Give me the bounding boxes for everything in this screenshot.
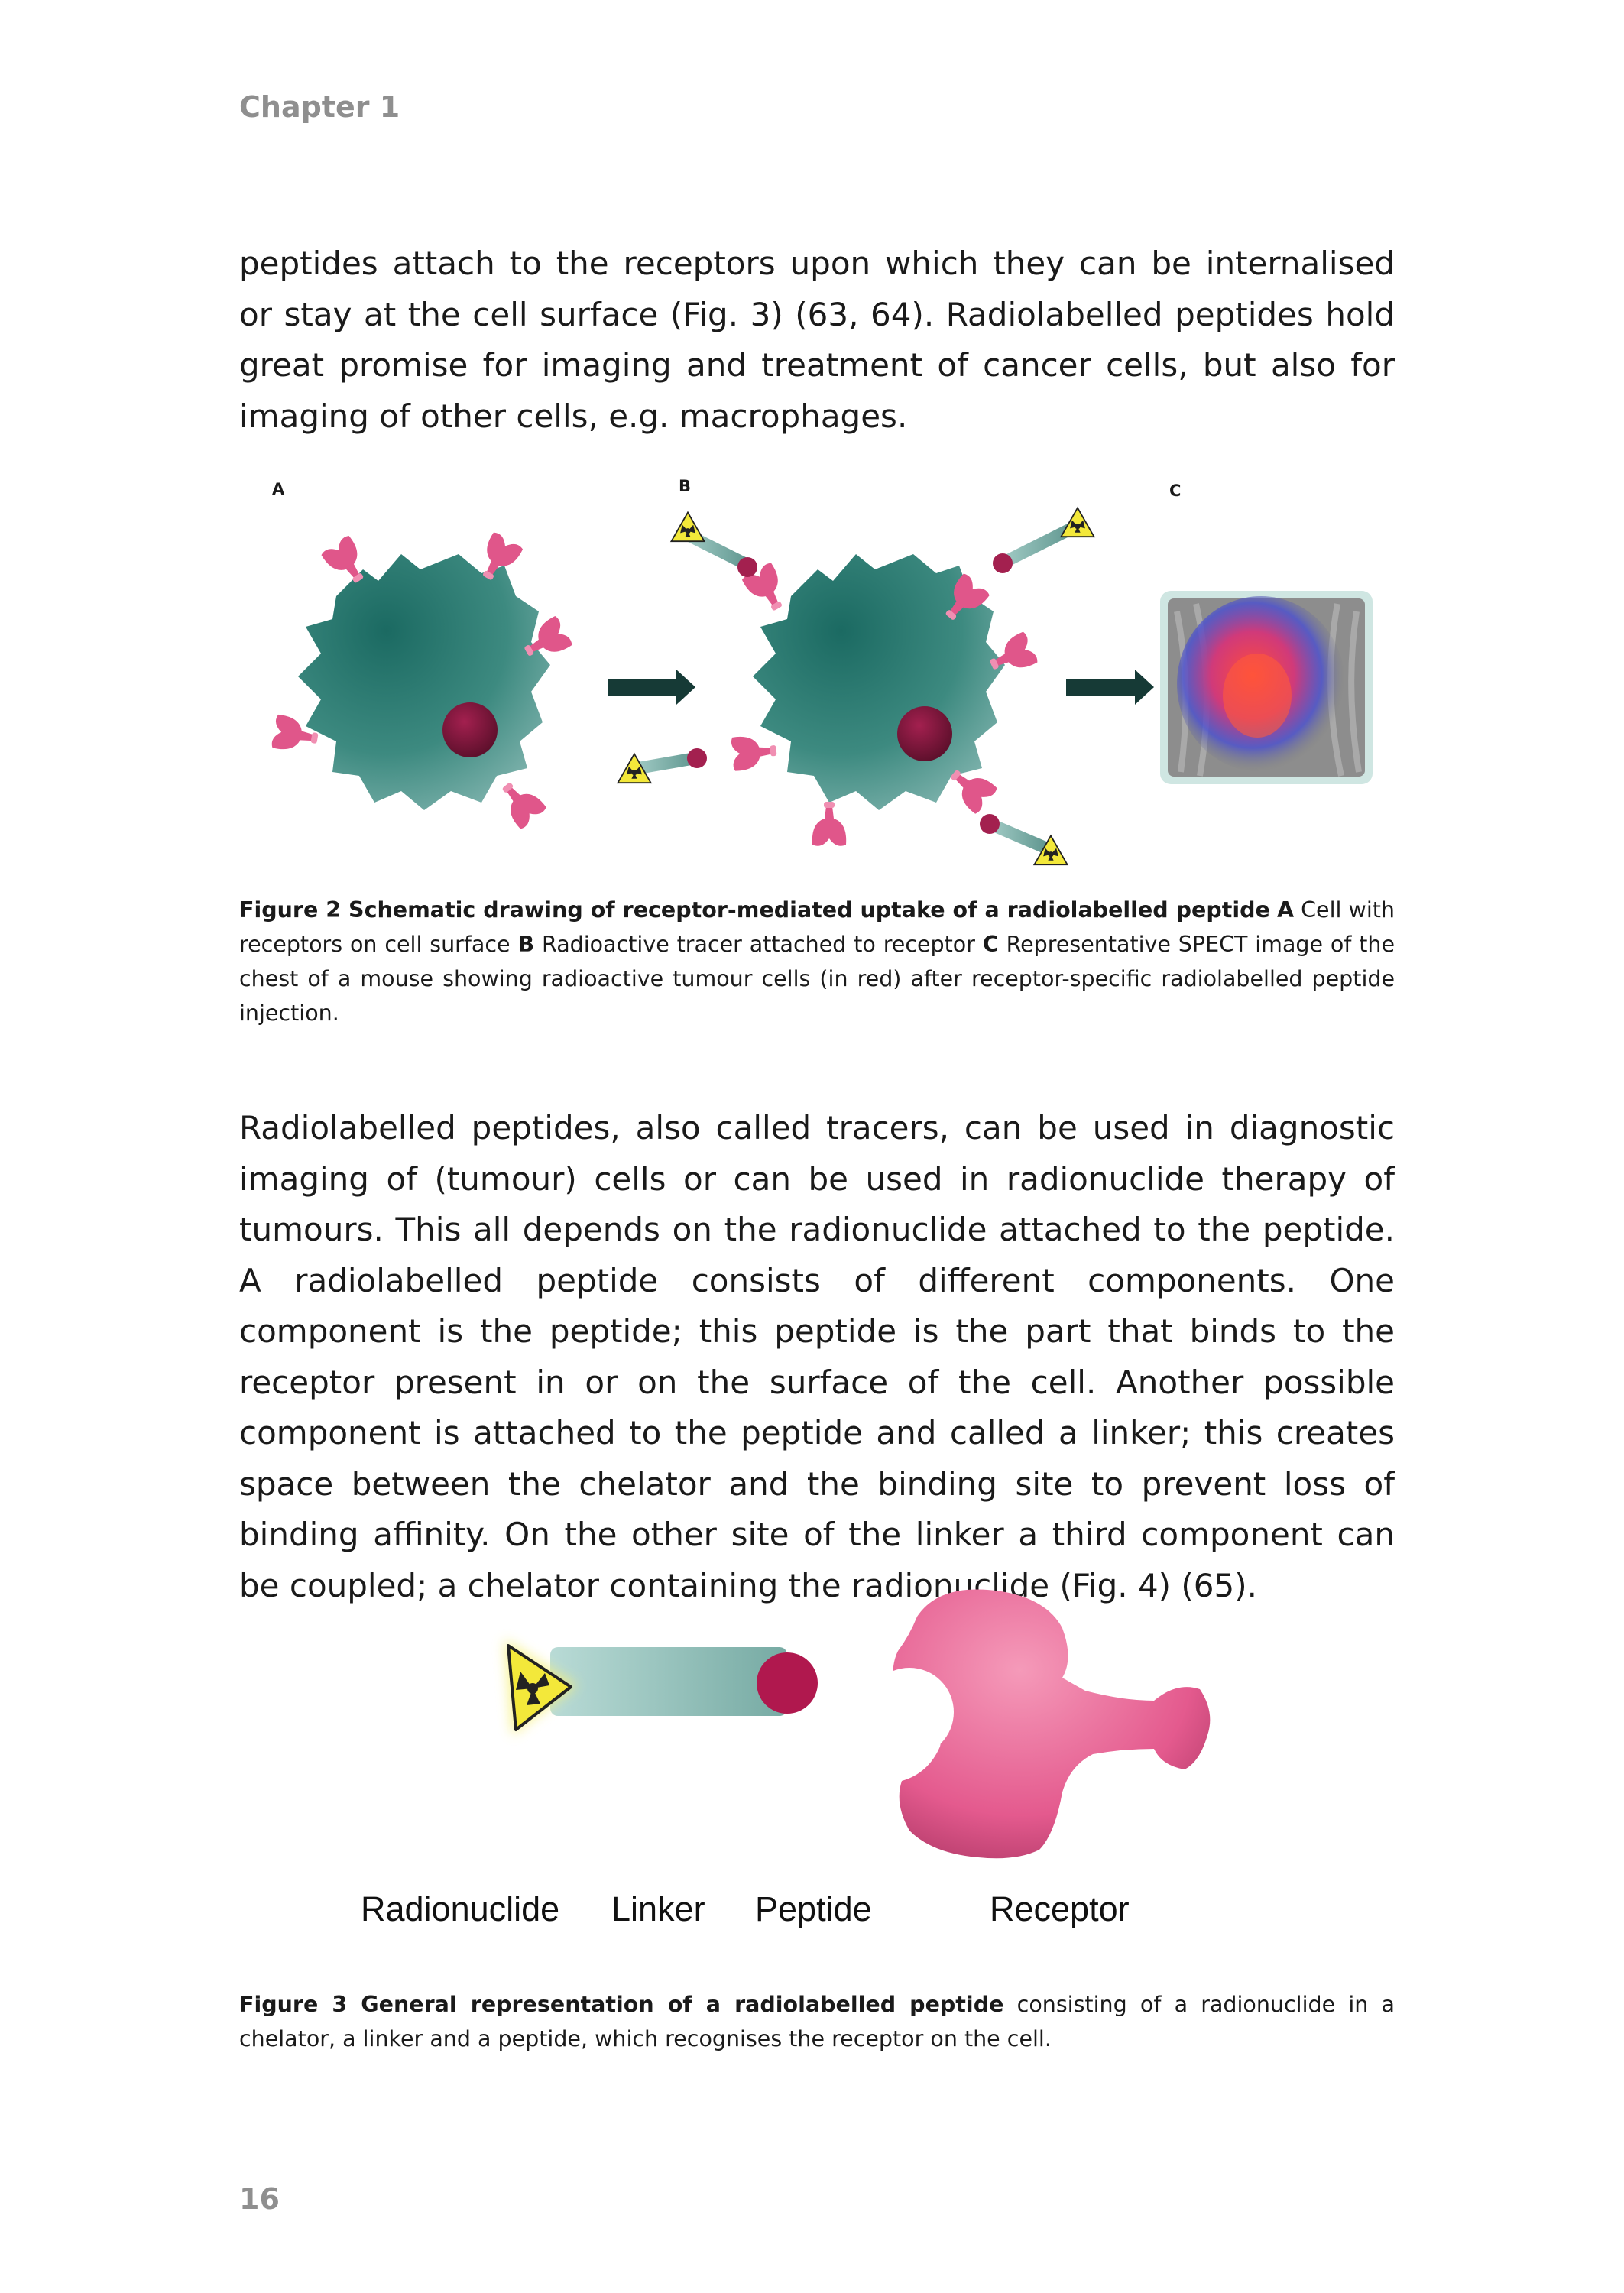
tracer-b4 [980, 814, 1068, 864]
caption-text-b: Radioactive tracer attached to receptor [534, 932, 983, 957]
tracer-b2 [993, 508, 1094, 573]
receptor-binding-pocket [865, 1668, 954, 1756]
panel-label-a: A [272, 480, 285, 498]
receptor-b5 [812, 802, 846, 846]
label-receptor: Receptor [990, 1889, 1130, 1928]
label-radionuclide: Radionuclide [361, 1889, 560, 1928]
caption-label-b: B [517, 932, 535, 957]
paragraph-2: Radiolabelled peptides, also called tracers, can be used in diagnostic imaging of (tumour) cells or can be used in radionuclide therapy of tumours. This all depends on the radionuclide attached to the peptide. A radiolabelled peptide consists of different components. One component is the peptide; this peptide is the part that binds to the receptor present in or on the surface of the cell. Another possible component is attached to the peptide and called a linker; this creates space between the chelator and the binding site to prevent loss of binding affinity. On the other site of the linker a third component can be coupled; a chelator containing the radionuclide (Fig. 4) (65). [239, 1109, 1395, 1604]
panel-label-c: C [1169, 482, 1182, 500]
receptor-b4 [731, 734, 777, 771]
label-linker: Linker [611, 1889, 705, 1928]
arrow-1 [608, 670, 695, 705]
figure-2-caption [239, 893, 1395, 1030]
tracer-b3 [618, 748, 707, 783]
figure-2-illustration [229, 489, 1410, 887]
chapter-header: Chapter 1 [239, 90, 400, 124]
figure-3-caption [239, 1987, 1395, 2056]
caption-text-a: Cell with receptors on cell surface [239, 897, 1395, 957]
page-number: 16 [239, 2182, 280, 2216]
spect-image [1160, 591, 1373, 784]
receptor-a5 [493, 774, 547, 830]
caption-label-a: A [1277, 897, 1295, 923]
panel-label-b: B [679, 477, 692, 495]
paragraph-1: peptides attach to the receptors upon which they can be internalised or stay at the cell surface (Fig. 3) (63, 64). Radiolabelled peptides hold great promise for imaging and treatment of cancer cells, but also for imaging of other cells, e.g. macrophages. [239, 245, 1395, 435]
nucleus-a [442, 702, 498, 757]
figure-2-caption-title: Figure 2 Schematic drawing of receptor-mediated uptake of a radiolabelled peptide [239, 897, 1270, 923]
nucleus-b [897, 706, 952, 761]
cell-a [298, 554, 550, 810]
label-peptide: Peptide [755, 1889, 872, 1928]
caption-text-c: Representative SPECT image of the chest of a mouse showing radioactive tumour cells (in red) after receptor-specific radiolabelled peptide injection. [239, 932, 1395, 1026]
peptide-circle [757, 1652, 818, 1714]
caption-label-c: C [982, 932, 999, 957]
tracer-b1 [671, 512, 757, 577]
linker-bar [550, 1647, 787, 1716]
arrow-2 [1066, 670, 1154, 705]
figure-3-caption-text: consisting of a radionuclide in a chelator, a linker and a peptide, which recognises the receptor on the cell. [239, 1992, 1395, 2051]
figure-3-caption-title: Figure 3 General representation of a radiolabelled peptide [239, 1992, 1004, 2017]
